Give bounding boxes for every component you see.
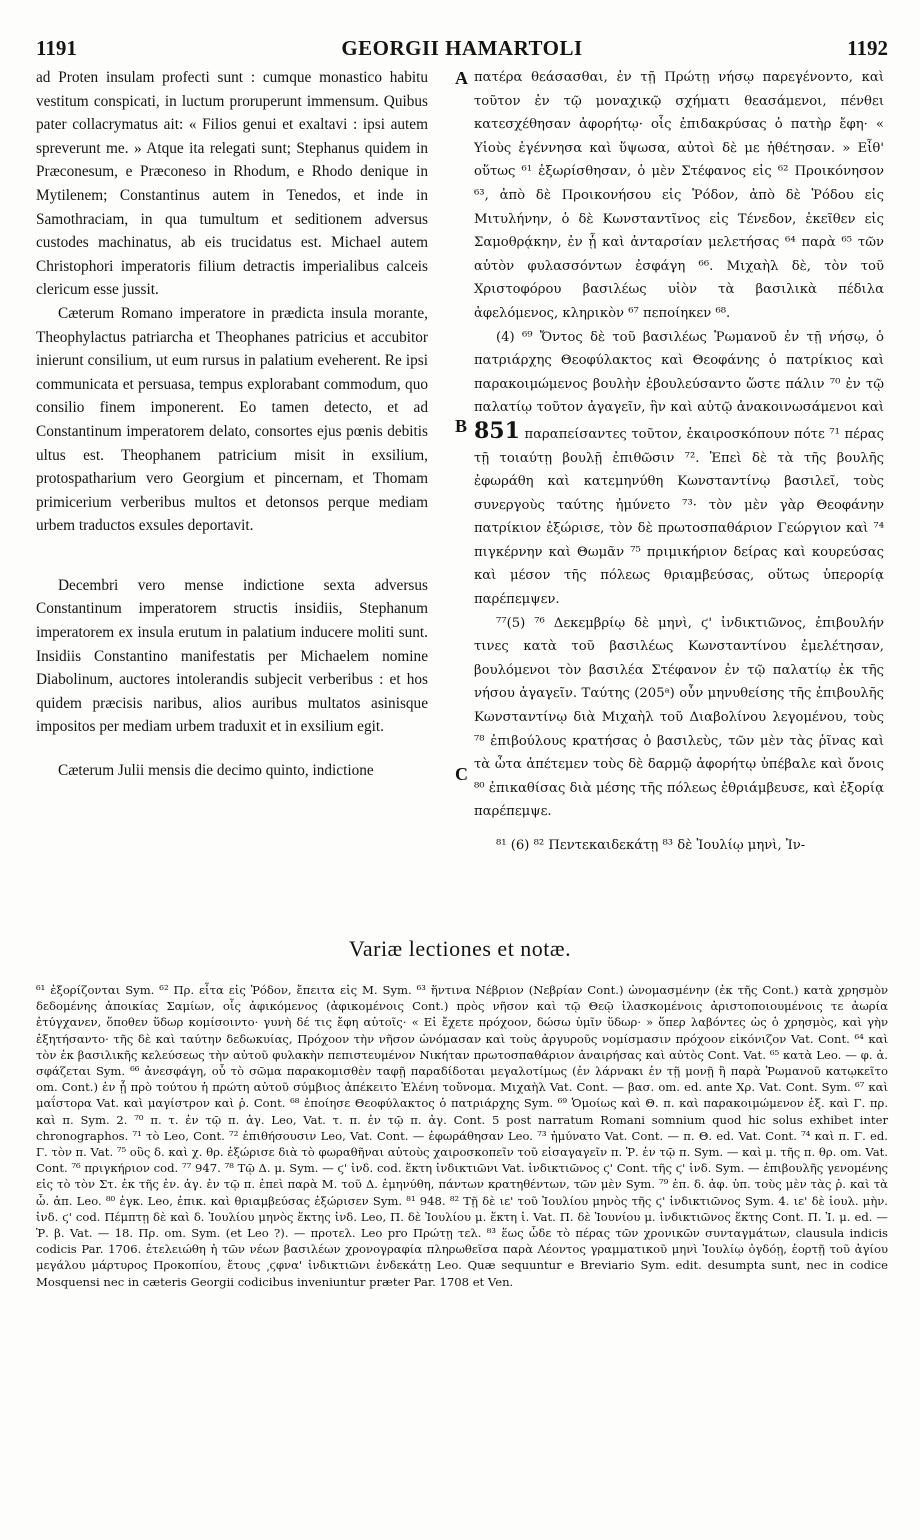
greek-paragraph-2b: παραπείσαντες τοῦτον, ἐκαιροσκόπουν πότε ⁷¹ πέρας τῇ τοιαύτῃ βουλῇ ἐπιθῶσιν ⁷². Ἐπεὶ δὲ τὰ τῆς βουλῆς ἐφωράθη καὶ κατεμηνύθη Κωνσταντίνῳ βασιλεῖ, τοὺς συνεργοὺς ταύτης ἠμύνετο ⁷³· τὸν μὲν γὰρ Θεοφάνην πατρίκιον ἐξώρισε, τὸν δὲ πρωτοσπαθάριον Γεώργιον καὶ ⁷⁴ πιγκέρνην καὶ Θωμᾶν ⁷⁵ πριμικήριον δείρας καὶ κουρεύσας καὶ μέσον τῆς πόλεως θριαμβεύσας, οὕτως ὑπερορίᾳ παρέπεμψεν. xyxy=(474,426,884,608)
column-number: 851 xyxy=(474,417,520,444)
margin-letter-b: B xyxy=(455,416,468,436)
latin-paragraph-2: Cæterum Romano imperatore in prædicta insula morante, Theophylactus patriarcha et Theophanes patricius et accubitor inierunt consilium, ut eum rursus in palatium eveherent. Re ipsi communicata et persuasa, tempus explorabant commodum, quo consilio finem imponerent. Eo tamen detecto, et ad Constantinum imperatorem delato, consortes ejus pœnis debitis ultus est. Theophanem patricium misit in exsilium, protospatharium vero Georgium et pincernam, et Thomam primicerium verberibus multos et detonsos perque mediam urbem traductos exsules deportavit. xyxy=(36,304,428,535)
greek-column xyxy=(474,66,884,858)
page-number-left: 1191 xyxy=(36,36,77,60)
greek-paragraph-2 xyxy=(474,326,884,612)
running-header xyxy=(36,36,888,66)
margin-letter-c: C xyxy=(455,764,468,784)
margin-letter-a: A xyxy=(455,68,468,88)
page-number-right: 1192 xyxy=(847,36,888,60)
greek-paragraph-2a: (4) ⁶⁹ Ὄντος δὲ τοῦ βασιλέως Ῥωμανοῦ ἐν τῇ νήσῳ, ὁ πατριάρχης Θεοφύλακτος καὶ Θεοφάνης ὁ πατρίκιος καὶ παρακοιμώμενος βουλὴν ἐβουλεύσαντο ὥστε πάλιν ⁷⁰ ἐν τῷ παλατίῳ τοῦτον ἀγαγεῖν, ἣν καὶ αὐτῷ ἀνακοινωσάμενοι καὶ xyxy=(474,329,884,416)
latin-paragraph-3: Decembri vero mense indictione sexta adversus Constantinum imperatorem structis insidiis, Stephanum imperatorem ex insula erutum in palatium inducere moliti sunt. Insidiis Constantino manifestatis per Michaelem nomine Diabolinum, auctores intolerandis subjecit verberibus : et hos quidem præcisis naribus, alios auribus multatos asinisque impositos per mediam urbem traduxit et in exsilium egit. xyxy=(36,576,428,736)
greek-paragraph-3: ⁷⁷(5) ⁷⁶ Δεκεμβρίῳ δὲ μηνὶ, ϛ' ἰνδικτιῶνος, ἐπιβουλήν τινες κατὰ τοῦ βασιλέως Κωνσταντίνου ἐμελέτησαν, βουλόμενοι τὸν βασιλέα Στέφανον ἐν τῷ παλατίῳ ἐκ τῆς νήσου ἀγαγεῖν. Ταύτης (205ᵃ) οὖν μηνυθείσης τῆς ἐπιβουλῆς Κωνσταντίνῳ διὰ Μιχαὴλ τοῦ Διαβολίνου λεγομένου, τοὺς ⁷⁸ ἐπιβούλους κρατήσας ὁ βασιλεὺς, τῶν μὲν τὰς ῥῖνας καὶ τὰ ὦτα ἀπέτεμεν τοὺς δὲ δαρμῷ ἀφορήτῳ ὑπέβαλε καὶ ὄνοις ⁸⁰ ἐπικαθίσας διὰ μέσης τῆς πόλεως ἐθριάμβευσε, καὶ ἐξορίᾳ παρέπεμψε. xyxy=(474,615,884,820)
running-title: GEORGII HAMARTOLI xyxy=(341,36,583,60)
latin-paragraph-1: ad Proten insulam profecti sunt : cumque monastico habitu vestitum conspicati, in luctum proruperunt immensum. Quibus pater collacrymatus ait: « Filios genui et exaltavi : ipsi autem spreverunt me. » Atque ita relegati sunt; Stephanus quidem in Præconesum, e Præconeso in Rhodum, e Rhodo denique in Mytilenem; Constantinus autem in Tenedos, et inde in Samothraciam, in qua tumultum et seditionem adversus custodes machinatus, ab eis trucidatus est. Michael autem Christophori imperatoris filium detractis imperialibus calceis clericum esse jussit. xyxy=(36,69,428,299)
greek-paragraph-4: ⁸¹ (6) ⁸² Πεντεκαιδεκάτῃ ⁸³ δὲ Ἰουλίῳ μηνὶ, Ἰν- xyxy=(496,838,806,853)
notes-text: ⁶¹ ἐξορίζονται Sym. ⁶² Πρ. εἶτα εἰς Ῥόδον, ἔπειτα εἰς Μ. Sym. ⁶³ ἥντινα Νέβριον (Νεβρίαν Cont.) ὠνομασμένην (ἐκ τῆς Cont.) κατὰ χρησμὸν δεδομένης ἀποικίας Σαμίων, οἷς ἀφικόμενος (ἀφικομένοις Cont.) πρὸς νῆσον καὶ τῷ Θεῷ ἱλασκομένοις ἀριστοποιουμένοις τε ἀωρία ἐτύγχανεν, ὅποθεν ὕδωρ κομίσοιντο· γυνὴ δέ τις ἔφη αὐτοῖς· « Εἰ ἔχετε πρόχοον, δώσω ὑμῖν ὕδωρ· » ὅπερ λαβόντες ὡς ὁ χρησμὸς, καὶ γὴν ἐξητήσαντο· τῆς δὲ καὶ ταύτην δεδωκυίας, Πρόχοον τὴν νῆσον ὠνόμασαν καὶ τοὺς ἀργυροῦς νομίσμασιν πρόχοον εἰκόνιζον Vat. Cont. ⁶⁴ καὶ τὸν ἐκ βασιλικῆς κελεύσεως τὴν αὐτοῦ φυλακὴν πεπιστευμένον Νικήταν πρωτοσπαθάριον ἀναιρήσας καὶ αὐτὸς Cont. Vat. ⁶⁵ κατὰ Leo. — φ. ἀ. σφάζεται Sym. ⁶⁶ ἀνεσφάγη, οὗ τὸ σῶμα παρακομισθὲν ταφῇ παραδίδοται μεγαλοτίμως (ἐν λάρνακι ἐν τῇ μονῇ ἢ παρὰ Ῥωμανοῦ κατῳκεῖτο om. Cont.) ἐν ᾗ πρὸ τούτου ἡ πρώτη αὐτοῦ σύμβιος ἀπέκειτο Ἑλένη τοὔνομα. Μιχαὴλ Vat. Cont. — βασ. om. ed. ante Χρ. Vat. Cont. Sym. ⁶⁷ καὶ μαΐστορα Vat. καὶ μαγίστρον καὶ ῥ. Cont. ⁶⁸ ἐποίησε Θεοφύλακτος ὁ πατριάρχης Sym. ⁶⁹ Ὁμοίως καὶ Θ. π. καὶ παρακοιμώμενον ἐξ. καὶ Γ. πρ. καὶ π. Sym. 2. ⁷⁰ π. τ. ἐν τῷ π. ἀγ. Leo, Vat. τ. π. ἐν τῷ π. ἀγ. Cont. 5 post narratum Romani somnium quod hic solus exhibet inter chronographos. ⁷¹ τὸ Leo, Cont. ⁷² ἐπιθήσουσιν Leo, Vat. Cont. — ἐφωράθησαν Leo. ⁷³ ἠμύνατο Vat. Cont. — π. Θ. ed. Vat. Cont. ⁷⁴ καὶ π. Γ. ed. Γ. τὸν π. Vat. ⁷⁵ οὓς δ. καὶ χ. θρ. ἐξώρισε διὰ τὸ φωραθῆναι αὐτοὺς χαιροσκοπεῖν τοῦ εἰσαγαγεῖν π. Ῥ. ἐν τῷ π. Sym. — καὶ μ. τῆς π. θρ. om. Vat. Cont. ⁷⁶ πριγκήριον cod. ⁷⁷ 947. ⁷⁸ Τῷ Δ. μ. Sym. — ϛ' ἰνδ. cod. ἕκτη ἰνδικτιῶνι Vat. ἰνδικτιῶνος ϛ' Cont. τῆς ϛ' ἰνδ. Sym. — ἐπιβουλῆς γενομένης εἰς τὸ τὸν Στ. ἐκ τῆς ἐν. ἀγ. ἐν τῷ π. ἐπεὶ παρὰ Μ. τοῦ Δ. ἐμηνύθη, πάντων κρατηθέντων, τῶν μὲν Sym. ⁷⁹ ἐπ. δ. ἀφ. ὑπ. τοὺς μὲν τὰς ῥ. καὶ τὰ ὦ. ἀπ. Leo. ⁸⁰ ἐγκ. Leo, ἐπικ. καὶ θριαμβεύσας ἐξώρισεν Sym. ⁸¹ 948. ⁸² Τῇ δὲ ιε' τοῦ Ἰουλίου μηνὸς τῆς ϛ' ἰνδικτιῶνος Sym. 4. ιε' δὲ ἰουλ. μὴν. ἰνδ. ϛ' cod. Πέμπτῃ δὲ καὶ δ. Ἰουλίου μηνὸς ἕκτης ἰνδ. Leo, Π. δὲ Ἰουλίου μ. ἕκτη ἰ. Vat. Π. δὲ Ἰουνίου μ. ἰνδικτιῶνος ἕκτης Cont. Π. Ἰ. μ. ed. — Ῥ. β. Vat. — 18. Πρ. om. Sym. (et Leo ?). — προτελ. Leo pro Πρώτῃ τελ. ⁸³ ἕως ὧδε τὸ πέρας τῶν χρονικῶν συνταγμάτων, clausula indicis codicis Par. 1706. ἐτελειώθη ἡ τῶν νέων βασιλέων χρονογραφία πληρωθεῖσα παρὰ Λέοντος γραμματικοῦ μηνὶ Ἰουλίῳ ὀγδόῃ, ἑορτῇ τοῦ ἁγίου μεγάλου μάρτυρος Προκοπίου, ἔτους ͵ϛφνα' ἰνδικτιῶνι ἑνδεκάτῃ Leo. Quæ sequuntur e Breviario Sym. edit. desumpta sunt, nec in codice Mosquensi nec in cæteris Georgii codicibus inveniuntur præter Par. 1708 et Ven. xyxy=(36,983,888,1289)
notes-title: Variæ lectiones et notæ. xyxy=(348,936,572,961)
latin-paragraph-4: Cæterum Julii mensis die decimo quinto, indictione xyxy=(58,762,374,780)
greek-paragraph-1: πατέρα θεάσασθαι, ἐν τῇ Πρώτῃ νήσῳ παρεγένοντο, καὶ τοῦτον ἐν τῷ μοναχικῷ σχήματι θεασάμενοι, πένθει κατεσχέθησαν ἀφορήτῳ· οἷς ἐπιδακρύσας ὁ πατὴρ ἔφη· « Υἱοὺς ἐγέννησα καὶ ὕψωσα, αὐτοὶ δὲ με ἠθέτησαν. » Εἶθ' οὕτως ⁶¹ ἐξωρίσθησαν, ὁ μὲν Στέφανος εἰς ⁶² Προικόνησον ⁶³, ἀπὸ δὲ Προικονήσου εἰς Ῥόδον, ἀπὸ δὲ Ῥόδου εἰς Μιτυλήνην, ὁ δὲ Κωνσταντῖνος εἰς Τένεδον, ἐκεῖθεν εἰς Σαμοθρᾴκην, ἐν ᾗ καὶ ἀνταρσίαν μελετήσας ⁶⁴ παρὰ ⁶⁵ τῶν αὐτὸν φυλασσόντων ἐσφάγη ⁶⁶. Μιχαὴλ δὲ, τὸν τοῦ Χριστοφόρου βασιλέως υἱὸν τὰ βασιλικὰ πέδιλα ἀφελόμενος, κληρικὸν ⁶⁷ πεποίηκεν ⁶⁸. xyxy=(474,70,884,321)
latin-column xyxy=(36,66,428,783)
